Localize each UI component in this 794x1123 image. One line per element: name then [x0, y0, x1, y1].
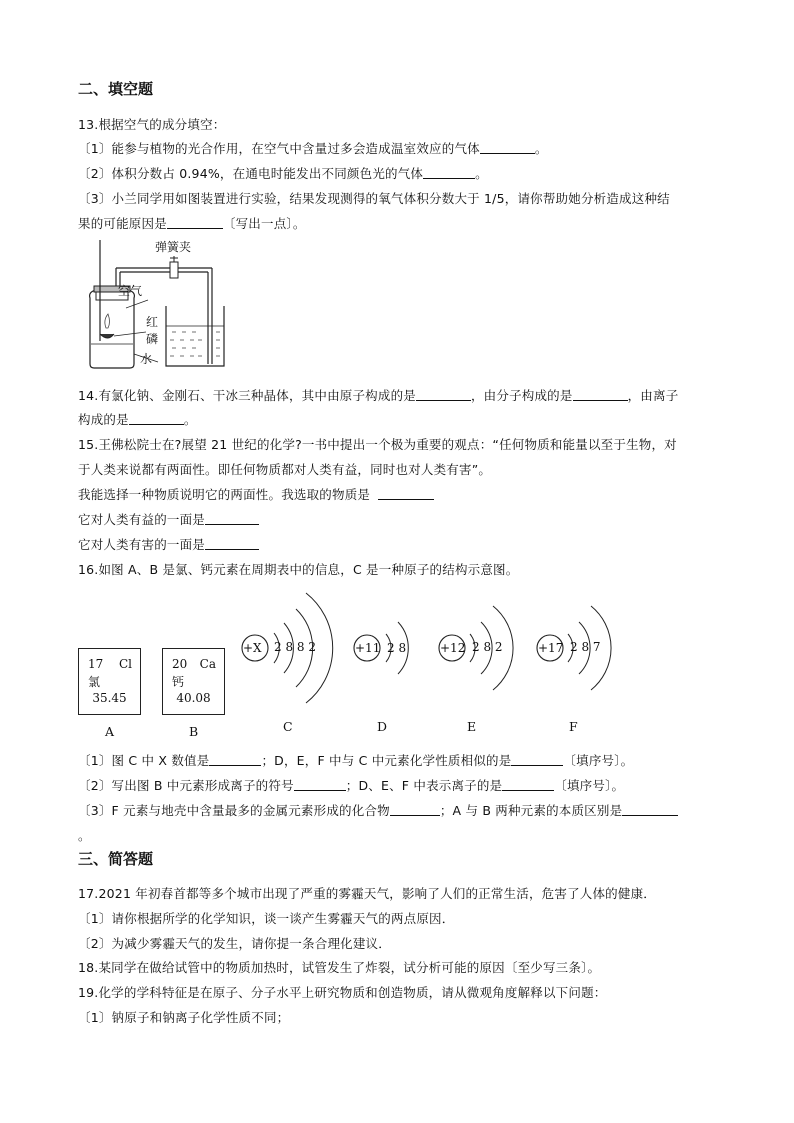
q16-blank-difference[interactable]	[622, 803, 678, 816]
q18-line1: 18.某同学在做给试管中的物质加热时，试管发生了炸裂，试分析可能的原因〔至少写三条〕。	[78, 960, 601, 975]
element-box-calcium	[162, 648, 225, 715]
q15-line3	[78, 485, 434, 503]
q15-blank-benefit[interactable]	[205, 512, 259, 525]
q17-line3: 〔2〕为减少雾霾天气的发生，请你提一条合理化建议．	[78, 936, 391, 951]
q16-part2-text-a: 〔2〕写出图 B 中元素形成离子的符号	[78, 778, 294, 793]
q16-part3-end: 。	[78, 828, 91, 843]
q19-line2: 〔1〕钠原子和钠离子化学性质不同；	[78, 1010, 290, 1025]
q16-part2-text-b: ；D、E、F 中表示离子的是	[345, 778, 503, 793]
q15-text-harm: 它对人类有害的一面是	[78, 537, 206, 552]
atom-f-nucleus: +17	[538, 641, 564, 655]
calcium-name: 钙	[172, 675, 185, 689]
calcium-atomic-number: 20	[172, 657, 188, 671]
q16-part3-text-a: 〔3〕F 元素与地壳中含量最多的金属元素形成的化合物	[78, 803, 390, 818]
calcium-mass: 40.08	[176, 691, 211, 705]
fig-label-c: C	[283, 719, 293, 734]
q15-blank-substance[interactable]	[378, 487, 434, 500]
q14-text-d: 构成的是	[78, 412, 129, 427]
clamp-label: 弹簧夹	[155, 240, 192, 254]
atom-d-nucleus: +11	[355, 641, 381, 655]
red-label: 红	[146, 315, 159, 329]
q16-part2-text-c: 〔填序号〕。	[554, 778, 625, 793]
q14-blank-atoms[interactable]	[416, 388, 471, 401]
q16-stem: 16.如图 A、B 是氯、钙元素在周期表中的信息，C 是一种原子的结构示意图。	[78, 562, 519, 577]
atom-d-shells: 2 8	[387, 641, 407, 655]
q15-line5	[78, 535, 259, 553]
atom-diagram-d	[352, 610, 416, 690]
q13-part1-end: 。	[534, 141, 548, 156]
q16-part2	[78, 776, 624, 794]
atom-c-nucleus: +X	[243, 641, 262, 655]
q15-line1: 15.王佛松院士在?展望 21 世纪的化学?一书中提出一个极为重要的观点：“任何物质和能量以至于生物，对	[78, 437, 677, 452]
chlorine-mass: 35.45	[92, 691, 127, 705]
q14-blank-molecules[interactable]	[573, 388, 628, 401]
calcium-symbol: Ca	[199, 657, 216, 671]
q16-part1-text-c: 〔填序号〕。	[563, 753, 634, 768]
q13-part2	[78, 164, 488, 182]
q16-blank-compound[interactable]	[390, 803, 440, 816]
chlorine-atomic-number: 17	[88, 657, 104, 671]
q13-part1	[78, 139, 548, 157]
q13-part3-end: 〔写出一点〕。	[222, 216, 306, 231]
q15-text-substance: 我能选择一种物质说明它的两面性。我选取的物质是	[78, 487, 371, 502]
section-title-fill-in: 二、填空题	[78, 80, 154, 98]
q16-part1-text-a: 〔1〕图 C 中 X 数值是	[78, 753, 210, 768]
q13-part3-text: 果的可能原因是	[78, 216, 167, 231]
q14-line1	[78, 386, 678, 404]
q15-line2: 于人类来说都有两面性。即任何物质都对人类有益，同时也对人类有害”。	[78, 462, 492, 477]
q14-blank-ions[interactable]	[129, 412, 184, 425]
q13-part2-text: 〔2〕体积分数占 0.94%，在通电时能发出不同颜色光的气体	[78, 166, 424, 181]
water-label: 水	[140, 352, 153, 366]
q16-part1	[78, 751, 633, 769]
fig-label-d: D	[377, 719, 388, 734]
q15-blank-harm[interactable]	[205, 537, 259, 550]
fig-label-e: E	[467, 719, 477, 734]
air-label: 空气	[118, 284, 143, 298]
q16-part3-text-b: ；A 与 B 两种元素的本质区别是	[439, 803, 623, 818]
atom-diagram-e	[437, 598, 517, 698]
q14-end: 。	[183, 412, 197, 427]
q13-part1-text: 〔1〕能参与植物的光合作用，在空气中含量过多会造成温室效应的气体	[78, 141, 480, 156]
q13-apparatus-diagram	[78, 236, 248, 372]
q13-part3-blank[interactable]	[167, 216, 223, 229]
atom-diagram-f	[535, 598, 615, 698]
q16-blank-similar[interactable]	[511, 753, 563, 766]
q16-part3	[78, 801, 678, 819]
atom-f-shells: 2 8 7	[570, 640, 601, 654]
fig-label-b: B	[189, 724, 199, 739]
q13-part2-end: 。	[475, 166, 488, 181]
fig-label-f: F	[569, 719, 578, 734]
q14-text-c: ，由离子	[627, 388, 679, 403]
atom-e-shells: 2 8 2	[472, 640, 503, 654]
q13-part1-blank[interactable]	[480, 141, 535, 154]
q16-blank-ion-symbol[interactable]	[294, 778, 346, 791]
q13-part3-line1: 〔3〕小兰同学用如图装置进行实验，结果发现测得的氧气体积分数大于 1/5，请你帮助她分析造成这种结	[78, 191, 670, 206]
q17-line2: 〔1〕请你根据所学的化学知识，谈一谈产生雾霾天气的两点原因．	[78, 911, 455, 926]
atom-e-nucleus: +12	[440, 641, 466, 655]
q17-line1: 17.2021 年初春首都等多个城市出现了严重的雾霾天气，影响了人们的正常生活，危害了人体的健康．	[78, 886, 656, 901]
element-box-chlorine	[78, 648, 141, 715]
chlorine-name: 氯	[88, 675, 101, 689]
q13-stem: 13.根据空气的成分填空：	[78, 117, 226, 132]
q16-blank-ions[interactable]	[502, 778, 554, 791]
q14-text-a: 14.有氯化钠、金刚石、干冰三种晶体，其中由原子构成的是	[78, 388, 416, 403]
atom-diagram-c	[238, 585, 334, 713]
atom-c-shells: 2 8 8 2	[274, 640, 316, 654]
chlorine-symbol: Cl	[118, 657, 132, 671]
q13-part2-blank[interactable]	[423, 166, 475, 179]
section-title-short-answer: 三、简答题	[78, 850, 154, 868]
q15-text-benefit: 它对人类有益的一面是	[78, 512, 206, 527]
fig-label-a: A	[105, 724, 115, 739]
q19-line1: 19.化学的学科特征是在原子、分子水平上研究物质和创造物质，请从微观角度解释以下问题：	[78, 985, 607, 1000]
q15-line4	[78, 510, 259, 528]
phosphorus-label: 磷	[146, 332, 159, 346]
q13-part3-line2	[78, 214, 306, 232]
q16-blank-x-value[interactable]	[209, 753, 261, 766]
q14-text-b: ，由分子构成的是	[470, 388, 573, 403]
q14-line2	[78, 410, 197, 428]
q16-part1-text-b: ；D，E，F 中与 C 中元素化学性质相似的是	[261, 753, 512, 768]
